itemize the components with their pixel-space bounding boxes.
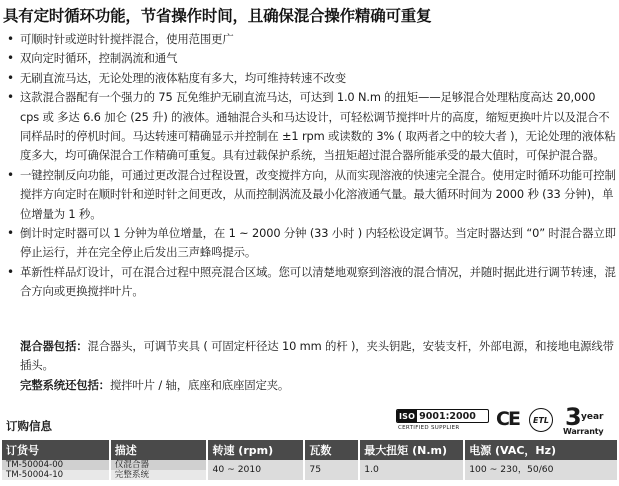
system-includes-label: 完整系统还包括： bbox=[20, 378, 110, 392]
column-header: 电源 (VAC，Hz) bbox=[464, 440, 618, 460]
etl-mark-icon: ETL bbox=[529, 408, 553, 432]
watts-cell: 75 bbox=[304, 460, 359, 480]
table-header-row bbox=[2, 440, 618, 460]
description: 仅混合器 bbox=[110, 460, 208, 470]
ce-mark-icon: CE bbox=[496, 408, 519, 430]
system-includes bbox=[20, 376, 616, 395]
column-header: 最大扭矩 (N.m) bbox=[359, 440, 464, 460]
feature-list bbox=[6, 30, 616, 302]
feature-item: • 双向定时循环，控制涡流和通气 bbox=[6, 49, 616, 68]
ordering-table bbox=[2, 440, 619, 480]
table-row bbox=[2, 460, 618, 470]
mixer-includes-text: 混合器头，可调节夹具 ( 可固定杆径达 10 mm 的杆 )，夹头钥匙，安装支杆，外部电源，和接地电源线带插头。 bbox=[20, 339, 614, 373]
feature-item: • 革新性样品灯设计，可在混合过程中照亮混合区域。您可以清楚地观察到溶液的混合情况，并随时据此进行调节转速，混合方向或更换搅拌叶片。 bbox=[6, 263, 616, 302]
feature-item: • 一键控制反向功能，可通过更改混合过程设置，改变搅拌方向，从而实现溶液的快速完全混合。使用定时循环功能可控制搅拌方向定时在顺时针和逆时针之间更改，从而控制涡流及最小化溶液通气量。最大循环时间为 2000 秒 (33 分钟)，单位增量为 1 秒。 bbox=[6, 166, 616, 224]
warranty-badge: 3 year Warranty bbox=[563, 403, 604, 436]
feature-item: • 可顺时针或逆时针搅拌混合，使用范围更广 bbox=[6, 30, 616, 49]
power-cell: 100 ~ 230，50/60 bbox=[464, 460, 618, 480]
feature-item: • 这款混合器配有一个强力的 75 瓦免维护无刷直流马达，可达到 1.0 N.m 的扭矩——足够混合处理粘度高达 20,000 cps 或 多达 6.6 加仑 (25 升) 的液体。通轴混合头和马达设计，可轻松调节搅拌叶片的高度，缩短更换叶片以及混合不同样品时的停机时间。马达转速可精确显示并控制在 ±1 rpm 或读数的 3% ( 取两者之中的较大者 )，无论处理的液体粘度多大，均可确保混合工作精确可重复。具有过载保护系统，当扭矩超过混合器所能承受的最大值时，可保护混合器。 bbox=[6, 88, 616, 166]
column-header: 订货号 bbox=[2, 440, 110, 460]
column-header: 描述 bbox=[110, 440, 208, 460]
description: 完整系统 bbox=[110, 470, 208, 480]
certification-logos bbox=[396, 403, 619, 439]
ordering-info-title: 订购信息 bbox=[6, 419, 52, 433]
iso-subtitle: CERTIFIED SUPPLIER bbox=[398, 425, 460, 431]
column-header: 瓦数 bbox=[304, 440, 359, 460]
section-heading: 具有定时循环功能，节省操作时间，且确保混合操作精确可重复 bbox=[3, 7, 432, 25]
order-number: TM-50004-00 bbox=[2, 460, 110, 470]
order-number: TM-50004-10 bbox=[2, 470, 110, 480]
column-header: 转速 (rpm) bbox=[207, 440, 304, 460]
feature-item: • 倒计时定时器可以 1 分钟为单位增量，在 1 ~ 2000 分钟 (33 小时 ) 内轻松设定调节。当定时器达到 “0” 时混合器立即停止运行，并在完全停止后发出三声蜂鸣提示。 bbox=[6, 224, 616, 263]
mixer-includes bbox=[20, 337, 616, 376]
feature-item: • 无刷直流马达，无论处理的液体粘度有多大，均可维持转速不改变 bbox=[6, 69, 616, 88]
torque-cell: 1.0 bbox=[359, 460, 464, 480]
iso-logo: ISO 9001:2000 bbox=[396, 409, 489, 423]
system-includes-text: 搅拌叶片 / 轴，底座和底座固定夹。 bbox=[109, 378, 290, 392]
speed-cell: 40 ~ 2010 bbox=[207, 460, 304, 480]
mixer-includes-label: 混合器包括： bbox=[20, 339, 88, 353]
